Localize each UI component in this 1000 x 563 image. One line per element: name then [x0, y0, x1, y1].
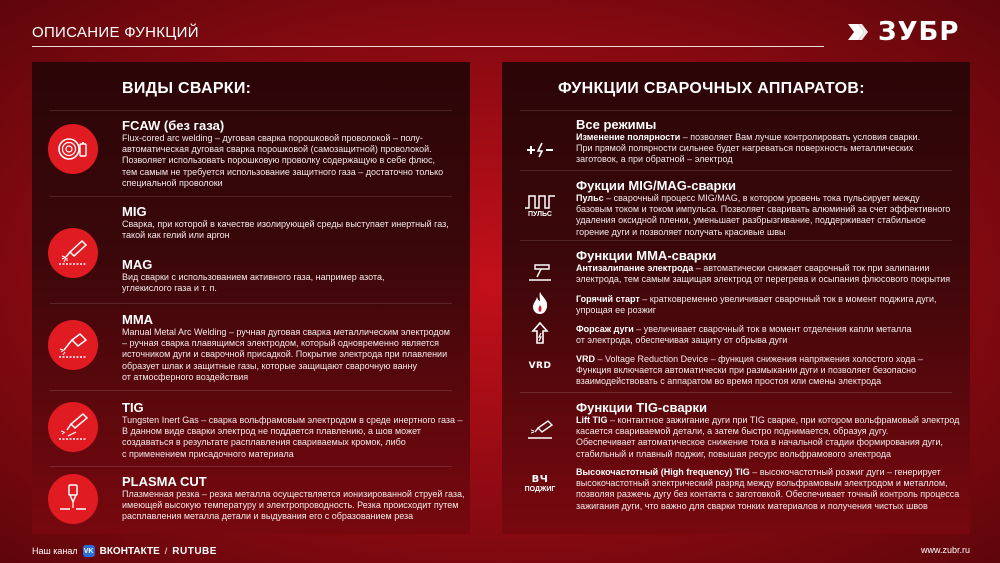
- item-title-fcaw: FCAW (без газа): [122, 118, 225, 133]
- vk-icon[interactable]: VK: [83, 545, 95, 557]
- item-title-mig: MIG: [122, 204, 147, 219]
- item-desc-mag: Вид сварки с использованием активного газа, например азота, углекислого газа и т. п.: [122, 272, 385, 294]
- section-title-tig: Функции TIG-сварки: [576, 400, 707, 415]
- vrd-icon: [520, 358, 560, 374]
- entry-desc-anti-stick: Антизалипание электрода – автоматически снижает сварочный ток при залипании электрода, тем самым защищая электрод от перегрева и осыпания флюсового покрытия: [576, 263, 951, 285]
- footer-social: [32, 545, 217, 557]
- section-title-all-modes: Все режимы: [576, 117, 657, 132]
- divider: [520, 170, 952, 171]
- divider: [50, 466, 452, 467]
- welding-types-title: ВИДЫ СВАРКИ:: [122, 80, 252, 97]
- machine-functions-panel: [502, 62, 970, 534]
- item-title-plasma: PLASMA CUT: [122, 474, 207, 489]
- section-title-mma: Функции MMA-сварки: [576, 248, 717, 263]
- entry-desc-arc-force: Форсаж дуги – увеличивает сварочный ток в момент отделения капли металла от электрода, обеспечивая защиту от обрыва дуги: [576, 324, 912, 346]
- divider: [520, 240, 952, 241]
- divider: [50, 196, 452, 197]
- divider: [50, 110, 452, 111]
- plasma-torch-icon: [48, 474, 98, 524]
- item-title-tig: TIG: [122, 400, 144, 415]
- machine-functions-title: ФУНКЦИИ СВАРОЧНЫХ АППАРАТОВ:: [558, 80, 865, 97]
- welding-types-panel: [32, 62, 470, 534]
- hf-icon-label: ПОДЖИГ: [524, 485, 556, 493]
- polarity-icon: [520, 136, 560, 164]
- divider: [520, 110, 952, 111]
- item-title-mag: MAG: [122, 257, 153, 272]
- vrd-icon-label: VRD: [528, 361, 552, 371]
- header-divider: [32, 46, 824, 47]
- entry-desc-pulse: Пульс – сварочный процесс MIG/MAG, в котором уровень тока пульсирует между базовым током и током импульса. Позволяет сваривать алюминий за счет эффективного удаления оксидной пленки, уменьшает разбрызгивание, поддерживает стабильное горение дуги и позволяет получать красивые швы: [576, 193, 951, 237]
- tig-torch-icon: [48, 402, 98, 452]
- entry-desc-hot-start: Горячий старт – кратковременно увеличивает сварочный ток в момент поджига дуги, упрощая ее розжиг: [576, 294, 937, 316]
- anti-stick-icon: [520, 262, 560, 284]
- website-link[interactable]: www.zubr.ru: [920, 545, 970, 555]
- item-desc-plasma: Плазменная резка – резка металла осуществляется ионизированной струей газа, имеющей высокую температуру и электропроводность. Резка происходит путем расплавления металла детали и выдувания его с образованием реза: [122, 489, 465, 522]
- entry-desc-lift-tig: Lift TIG – контактное зажигание дуги при TIG сварке, при котором вольфрамовый электрод касается свариваемой детали, а затем быстро поднимается, образуя дугу. Обеспечивает автоматическое снижение тока в начальной стадии формирования дуги, стабильный и плавный поджиг, повышая ресурс вольфрамового электрода: [576, 415, 960, 459]
- brand-arrow-icon: [846, 21, 872, 43]
- rutube-link[interactable]: RUTUBE: [172, 545, 217, 557]
- hf-icon-text: ВЧ: [531, 473, 549, 485]
- item-desc-mma: Manual Metal Arc Welding – ручная дуговая сварка металлическим электродом – ручная сварка плавящимся электродом, который одновременно является источником дуги и сварочной присадкой. Покрытие электрода при плавлении образует шлак и защитные газы, которые защищают сварочную ванну от атмосферного воздействия: [122, 327, 450, 382]
- divider: [50, 390, 452, 391]
- page-title: ОПИСАНИЕ ФУНКЦИЙ: [32, 24, 199, 41]
- pulse-icon-label: ПУЛЬС: [528, 211, 552, 218]
- channel-label: Наш канал: [32, 546, 78, 556]
- brand-logo: [846, 17, 970, 47]
- arc-force-icon: [520, 320, 560, 346]
- lift-tig-icon: [520, 418, 560, 442]
- flame-icon: [520, 290, 560, 316]
- vk-link[interactable]: ВКОНТАКТЕ: [99, 545, 160, 557]
- entry-desc-vrd: VRD – Voltage Reduction Device – функция снижения напряжения холостого хода – Функция включается автоматически при размыкании дуги и позволяет безопасно взаимодействовать с аппаратом во время простоя или смены электрода: [576, 354, 923, 387]
- item-desc-tig: Tungsten Inert Gas – сварка вольфрамовым электродом в среде инертного газа – В данном виде сварки электрод не поддается плавлению, а шов может создаваться в результате расплавления свариваемых кромок, либо с применением присадочного материала: [122, 415, 463, 459]
- entry-desc-hf-tig: Высокочастотный (High frequency) TIG – высокочастотный розжиг дуги – генерирует высокочастотный электрический разряд между вольфрамовым электродом и металлом, позволяя разжечь дугу без контакта с заготовкой. Обеспечивает точный контроль процесса зажигания дуги, что важно для сварки тонких материалов и получения чистых швов: [576, 467, 960, 511]
- mig-torch-icon: [48, 228, 98, 278]
- pulse-icon: [520, 190, 560, 222]
- item-title-mma: MMA: [122, 312, 154, 327]
- entry-desc-polarity: Изменение полярности – позволяет Вам лучше контролировать условия сварки. При прямой полярности сильнее будет нагреваться поверхность металлических заготовок, а при обратной – электрод: [576, 132, 921, 165]
- footer-separator: /: [164, 546, 168, 556]
- electrode-holder-icon: [48, 320, 98, 370]
- divider: [520, 392, 952, 393]
- wire-spool-icon: [48, 124, 98, 174]
- hf-ignition-icon: [520, 468, 560, 498]
- divider: [50, 303, 452, 304]
- item-desc-fcaw: Flux-cored arc welding – дуговая сварка порошковой проволокой – полу- автоматическая дуговая сварка порошковой (самозащитной) проволокой. Позволяет использовать порошковую проволку содержащую в себе флюс, тем самым не требуется использование защитного газа – достаточно только специальной проволоки: [122, 133, 444, 188]
- brand-name: ЗУБР: [878, 17, 960, 47]
- item-desc-mig: Сварка, при которой в качестве изолирующей среды выступает инертный газ, такой как гелий или аргон: [122, 219, 449, 241]
- section-title-mig-mag: Фукции MIG/MAG-сварки: [576, 178, 736, 193]
